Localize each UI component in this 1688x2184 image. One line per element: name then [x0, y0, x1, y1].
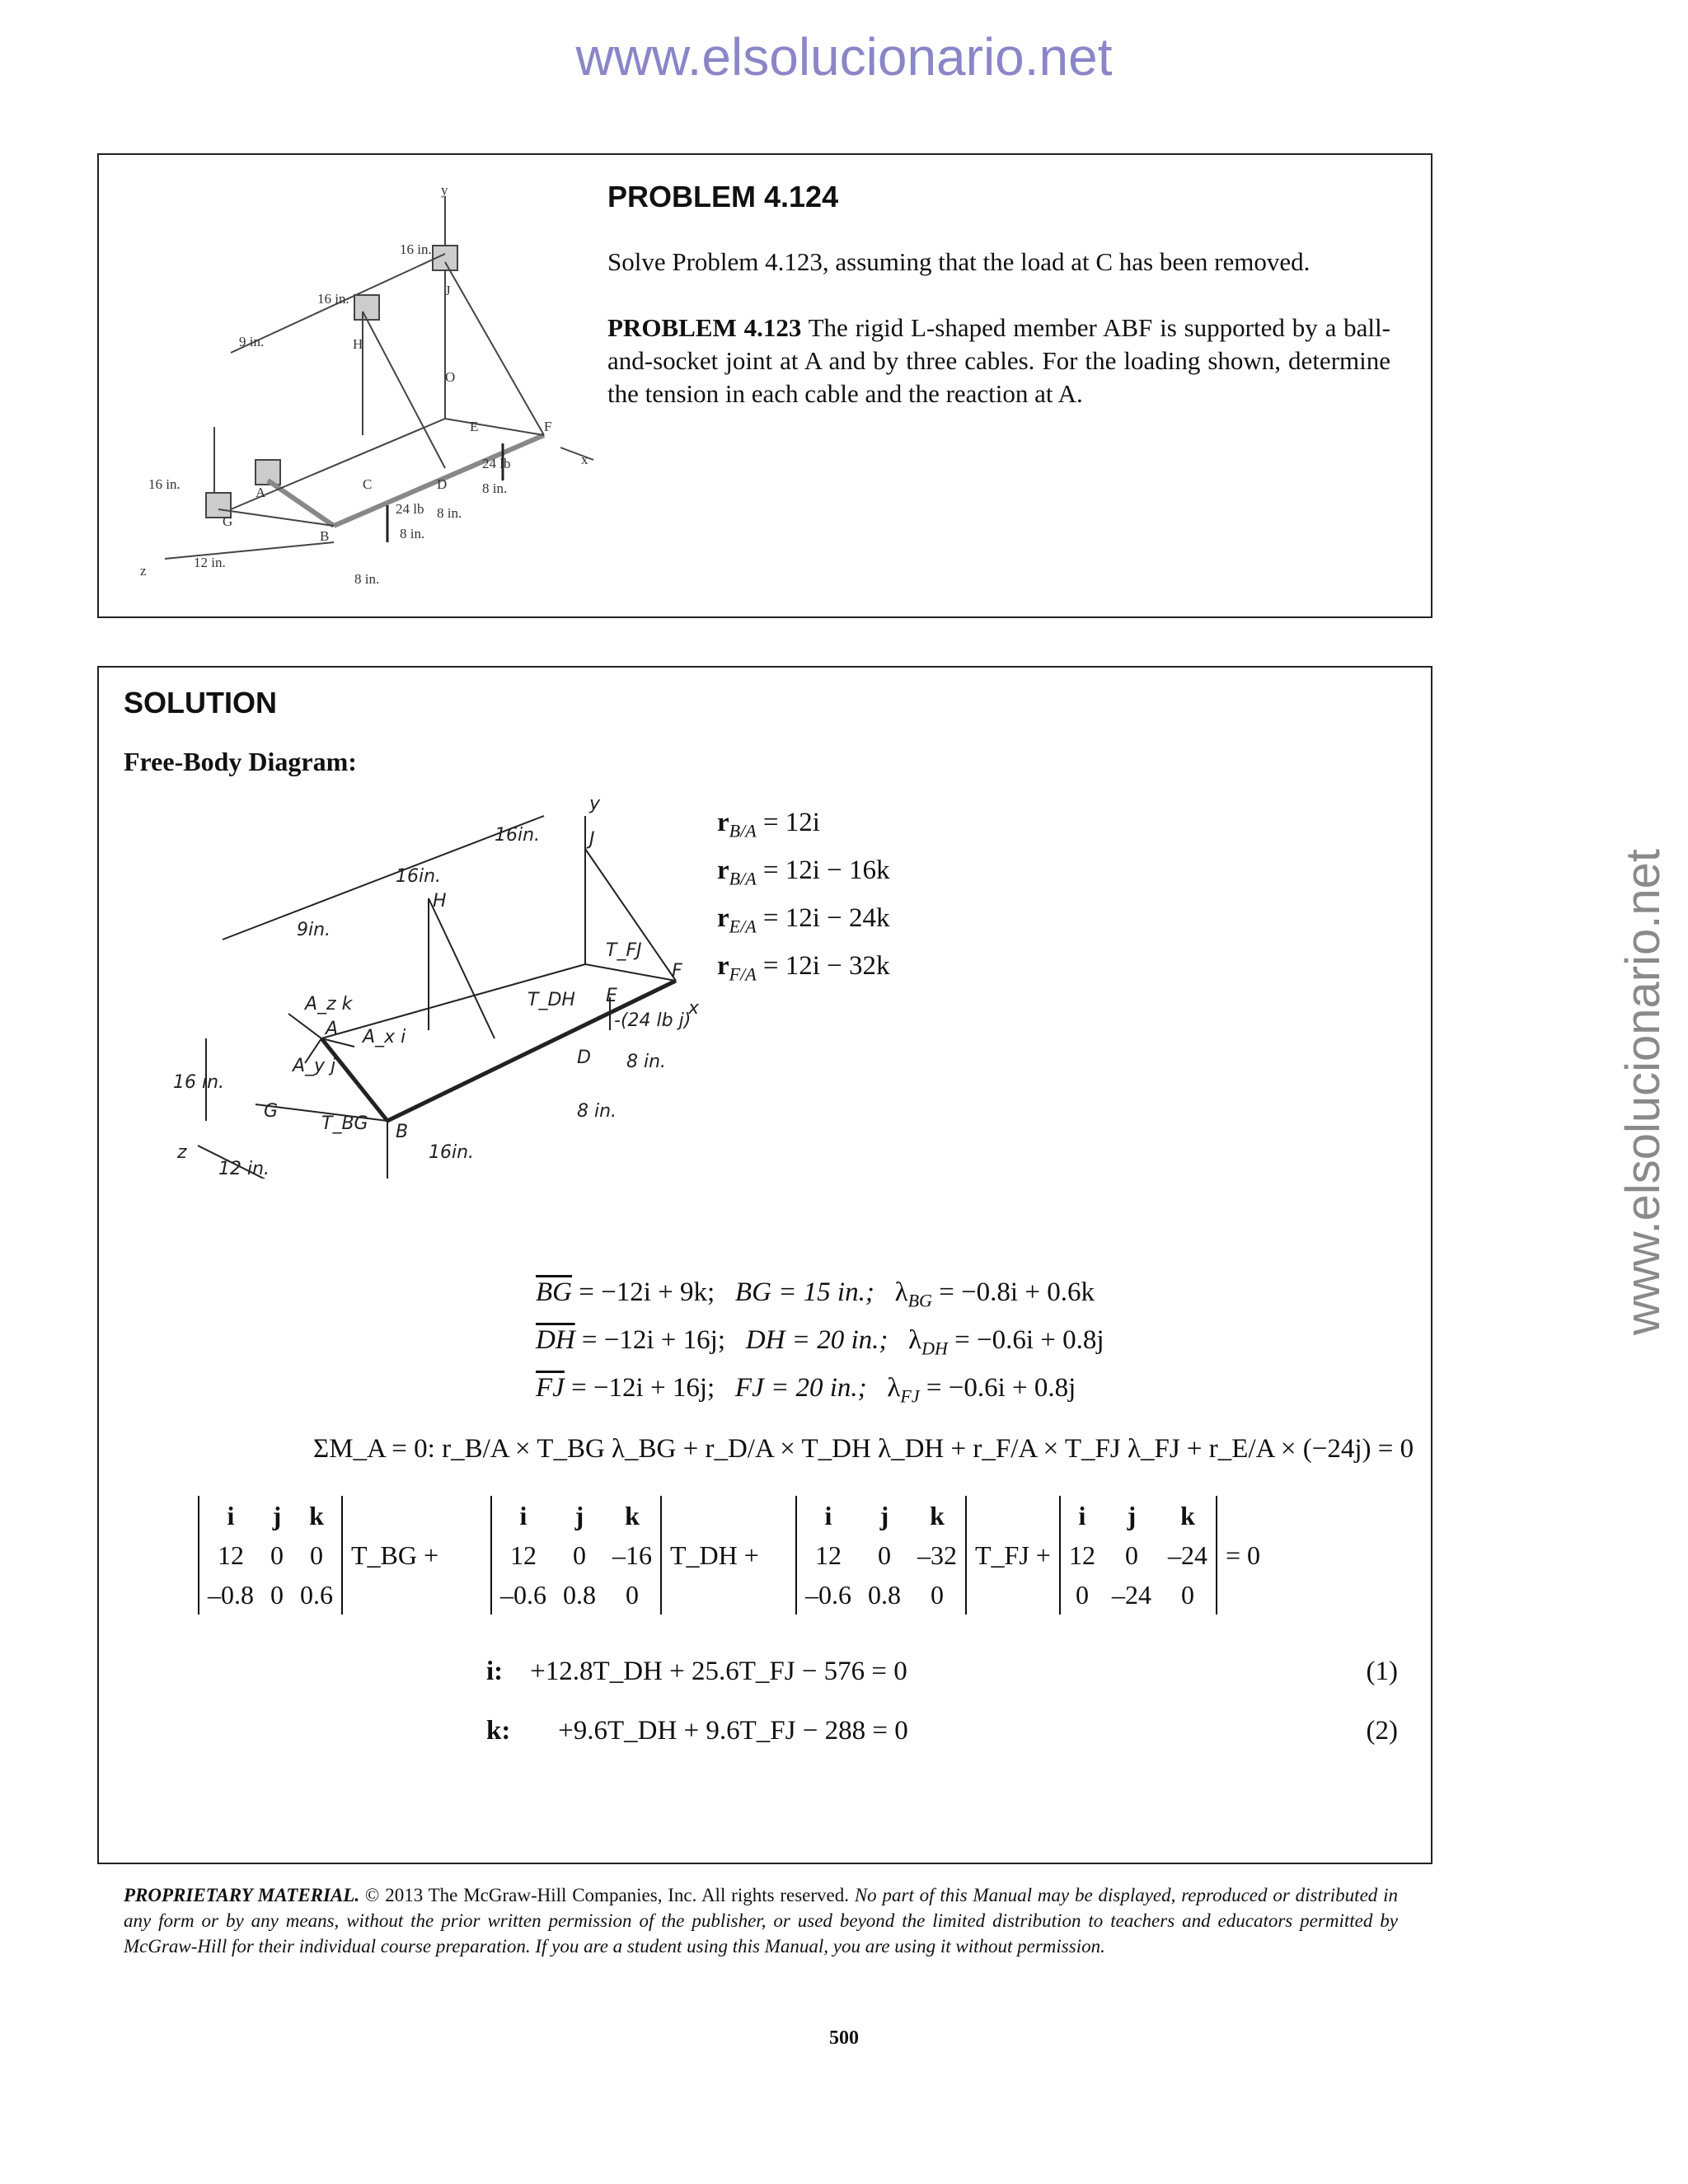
fbd-label: 16in. — [429, 1142, 475, 1163]
free-body-diagram — [148, 791, 709, 1179]
equation-number-2: (2) — [1366, 1716, 1398, 1746]
fbd-label: A — [326, 1019, 339, 1039]
cable-line-fj: $\overline{FJ} = -12i + 16j$; FJ = 20 in.; $\lambda_{FJ} = -0.6i + 0.8j$ — [536, 1373, 1076, 1407]
fbd-label: F — [672, 961, 682, 982]
fbd-label: E — [606, 986, 617, 1006]
watermark-side: www.elsolucionario.net — [1616, 849, 1670, 1335]
fig-label: 24 lb — [482, 456, 511, 471]
fbd-label: T_DH — [528, 990, 575, 1010]
fig-label: E — [470, 419, 479, 434]
fig-label: J — [445, 283, 451, 298]
position-vector-1: $r_{B/A} = 12i - 16k$ — [717, 855, 890, 889]
fig-label: 24 lb — [396, 501, 424, 517]
fig-label: 8 in. — [400, 526, 425, 541]
problem-box — [97, 153, 1432, 618]
equation-number-1: (1) — [1366, 1657, 1398, 1686]
fig-label: B — [320, 528, 330, 544]
fig-label: F — [544, 419, 552, 434]
fig-label: G — [223, 513, 233, 529]
position-vector-3: $r_{F/A} = 12i - 32k$ — [717, 951, 890, 985]
fbd-label: x — [688, 998, 700, 1019]
fbd-label: B — [396, 1122, 409, 1142]
cable-line-bg: $\overline{BG} = -12i + 9k$; BG = 15 in.; $\lambda_{BG} = -0.8i + 0.6k$ — [536, 1277, 1095, 1311]
position-vector-2: $r_{E/A} = 12i - 24k$ — [717, 903, 890, 937]
fbd-label: 12 in. — [218, 1159, 270, 1179]
fig-label: A — [256, 485, 266, 500]
fbd-label: 16 in. — [173, 1072, 225, 1093]
fbd-label: Free-Body Diagram: — [124, 747, 357, 776]
fbd-label: 16in. — [495, 825, 541, 846]
fbd-label: A_z k — [305, 994, 353, 1015]
fbd-label: T_FJ — [606, 940, 642, 961]
watermark-top: www.elsolucionario.net — [575, 27, 1113, 87]
fig-label: y — [441, 182, 448, 198]
component-eq-k: k: +9.6T_DH + 9.6T_FJ − 288 = 0 — [486, 1716, 908, 1746]
fig-label: 16 in. — [317, 291, 349, 307]
fig-label: C — [363, 476, 373, 492]
fig-label: 9 in. — [239, 334, 265, 349]
fbd-label: G — [264, 1101, 279, 1122]
footer-notice — [124, 1882, 1398, 1959]
position-vector-0: $r_{B/A} = 12i$ — [717, 808, 820, 841]
problem-statement: Solve Problem 4.123, assuming that the load at C has been removed. — [607, 247, 1311, 276]
fig-label: 16 in. — [148, 476, 181, 492]
determinant-fj: i j k T_FJ + 12 0 –32 –0.6 0.8 0 — [795, 1496, 1059, 1615]
problem-figure — [115, 163, 610, 608]
determinant-dh: i j k T_DH + 12 0 –16 –0.6 0.8 0 — [490, 1496, 767, 1615]
reference-text: The rigid L-shaped member ABF is supported by a ball-and-socket joint at A and by three cables. For the loading shown, determine the tension in each cable and the reaction at A. — [607, 313, 1390, 408]
reference-title: PROBLEM 4.123 — [607, 313, 802, 342]
solution-box — [97, 666, 1432, 1864]
fig-label: D — [437, 476, 448, 492]
fig-label: z — [140, 563, 147, 579]
fig-label: 16 in. — [400, 241, 432, 257]
fbd-label: 9in. — [297, 920, 331, 940]
page-number: 500 — [829, 2027, 859, 2049]
footer-notice-text: No part of this Manual may be displayed, reproduced or distributed in any form or by any means, without the prior written permission of the publisher, or used beyond the limited distribution to teachers and educators permitted by McGraw-Hill for their individual course preparation. If you are a student using this Manual, you are using it without permission. — [124, 1885, 1398, 1957]
moment-equation: ΣM_A = 0: r_B/A × T_BG λ_BG + r_D/A × T_DH λ_DH + r_F/A × T_FJ λ_FJ + r_E/A × (−24j) = 0 — [313, 1434, 1414, 1464]
solution-title: SOLUTION — [124, 686, 277, 719]
problem-reference — [607, 312, 1390, 410]
fbd-label: A_y j — [293, 1056, 336, 1076]
fbd-label: H — [433, 891, 447, 912]
fbd-label: -(24 lb j) — [614, 1010, 692, 1031]
fig-label: 8 in. — [482, 480, 508, 496]
fbd-label: y — [589, 794, 601, 814]
component-eq-i: i: +12.8T_DH + 25.6T_FJ − 576 = 0 — [486, 1657, 907, 1686]
determinant-load: i j k = 0 12 0 –24 0 –24 0 — [1059, 1496, 1268, 1615]
fig-label: H — [353, 336, 363, 352]
fbd-label: T_BG — [321, 1113, 368, 1134]
fig-label: O — [445, 369, 456, 385]
fbd-label: 8 in. — [577, 1101, 617, 1122]
fbd-label: 16in. — [396, 866, 442, 887]
fig-label: 8 in. — [354, 571, 380, 587]
fbd-label: A_x i — [363, 1027, 406, 1047]
fig-label: 8 in. — [437, 505, 462, 521]
fbd-label: J — [589, 829, 595, 850]
footer-lead: PROPRIETARY MATERIAL. — [124, 1885, 360, 1905]
footer-copyright: © 2013 The McGraw-Hill Companies, Inc. All rights reserved. — [359, 1885, 855, 1905]
fig-label: x — [581, 452, 588, 467]
determinant-bg: i j k T_BG + 12 0 0 –0.8 0 0.6 — [198, 1496, 447, 1615]
problem-title: PROBLEM 4.124 — [607, 180, 839, 213]
fbd-label: D — [577, 1047, 591, 1068]
fig-label: 12 in. — [194, 555, 226, 570]
fbd-label: 8 in. — [626, 1052, 667, 1072]
cable-line-dh: $\overline{DH} = -12i + 16j$; DH = 20 in.; $\lambda_{DH} = -0.6i + 0.8j$ — [536, 1325, 1104, 1359]
fbd-label: z — [177, 1142, 187, 1163]
